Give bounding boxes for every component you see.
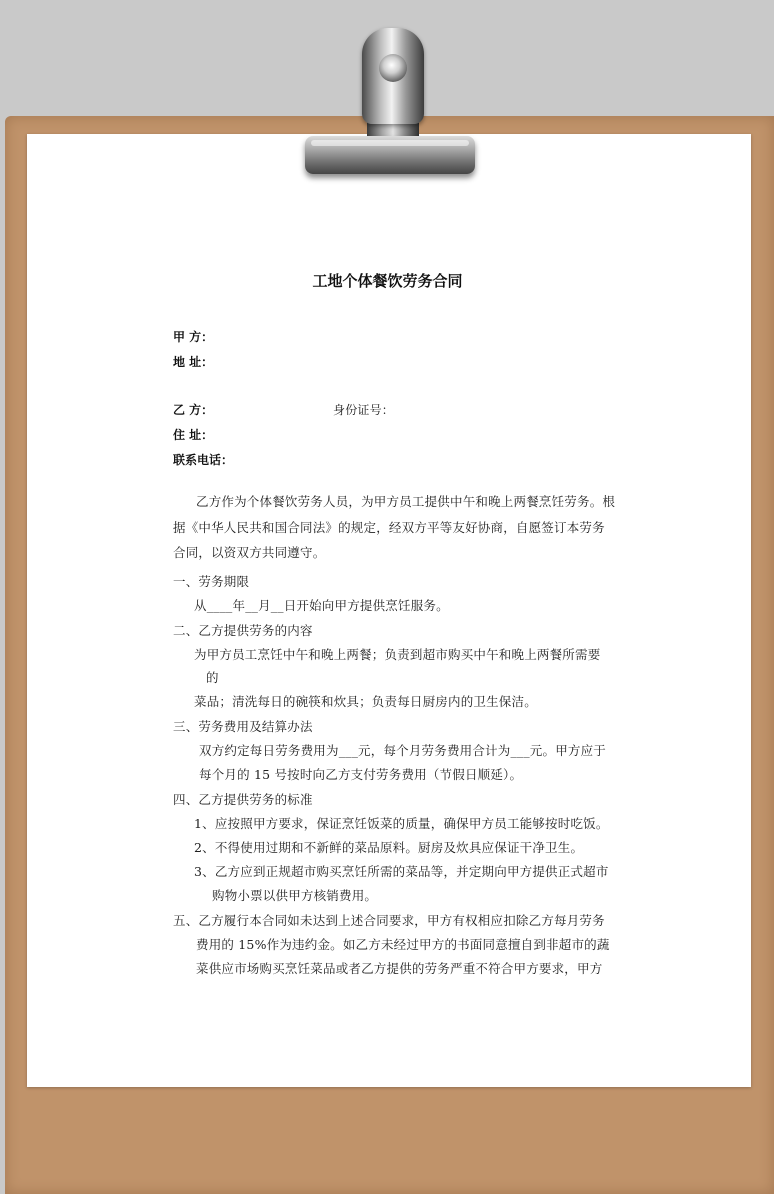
section-line: 为甲方员工烹饪中午和晚上两餐；负责到超市购买中午和晚上两餐所需要 (194, 647, 601, 662)
section-line: 双方约定每日劳务费用为___元，每个月劳务费用合计为___元。甲方应于 (199, 743, 607, 758)
section-line: 菜供应市场购买烹饪菜品或者乙方提供的劳务严重不符合甲方要求，甲方 (196, 961, 603, 976)
section-line: 费用的 15%作为违约金。如乙方未经过甲方的书面同意擅自到非超市的蔬 (196, 937, 610, 952)
intro-line: 合同，以资双方共同遵守。 (173, 545, 326, 560)
section-heading: 五、乙方履行本合同如未达到上述合同要求，甲方有权相应扣除乙方每月劳务 (173, 913, 605, 928)
party-a-address-label: 地 址： (173, 355, 214, 369)
party-b-label: 乙 方： (173, 403, 214, 417)
intro-line: 据《中华人民共和国合同法》的规定，经双方平等友好协商，自愿签订本劳务 (173, 520, 605, 535)
section-line: 菜品；清洗每日的碗筷和炊具；负责每日厨房内的卫生保洁。 (194, 694, 537, 709)
section-heading: 一、劳务期限 (173, 574, 250, 589)
section-heading: 二、乙方提供劳务的内容 (173, 623, 313, 638)
section-line: 从____年__月__日开始向甲方提供烹饪服务。 (194, 598, 449, 613)
section-line: 购物小票以供甲方核销费用。 (212, 888, 378, 903)
party-b-address-label: 住 址： (173, 428, 214, 442)
section-heading: 四、乙方提供劳务的标准 (173, 792, 313, 807)
section-line: 的 (206, 670, 219, 685)
section-line: 3、乙方应到正规超市购买烹饪所需的菜品等，并定期向甲方提供正式超市 (194, 864, 609, 879)
party-b-phone-label: 联系电话： (173, 453, 234, 467)
party-b-id-label: 身份证号： (333, 403, 395, 417)
section-line: 每个月的 15 号按时向乙方支付劳务费用（节假日顺延）。 (199, 767, 523, 782)
section-heading: 三、劳务费用及结算办法 (173, 719, 313, 734)
intro-line: 乙方作为个体餐饮劳务人员，为甲方员工提供中午和晚上两餐烹饪劳务。根 (196, 494, 616, 509)
section-line: 1、应按照甲方要求，保证烹饪饭菜的质量，确保甲方员工能够按时吃饭。 (194, 816, 609, 831)
section-line: 2、不得使用过期和不新鲜的菜品原料。厨房及炊具应保证干净卫生。 (194, 840, 584, 855)
binder-clip-icon (305, 28, 475, 176)
party-a-label: 甲 方： (173, 330, 214, 344)
document-title: 工地个体餐饮劳务合同 (312, 272, 463, 290)
